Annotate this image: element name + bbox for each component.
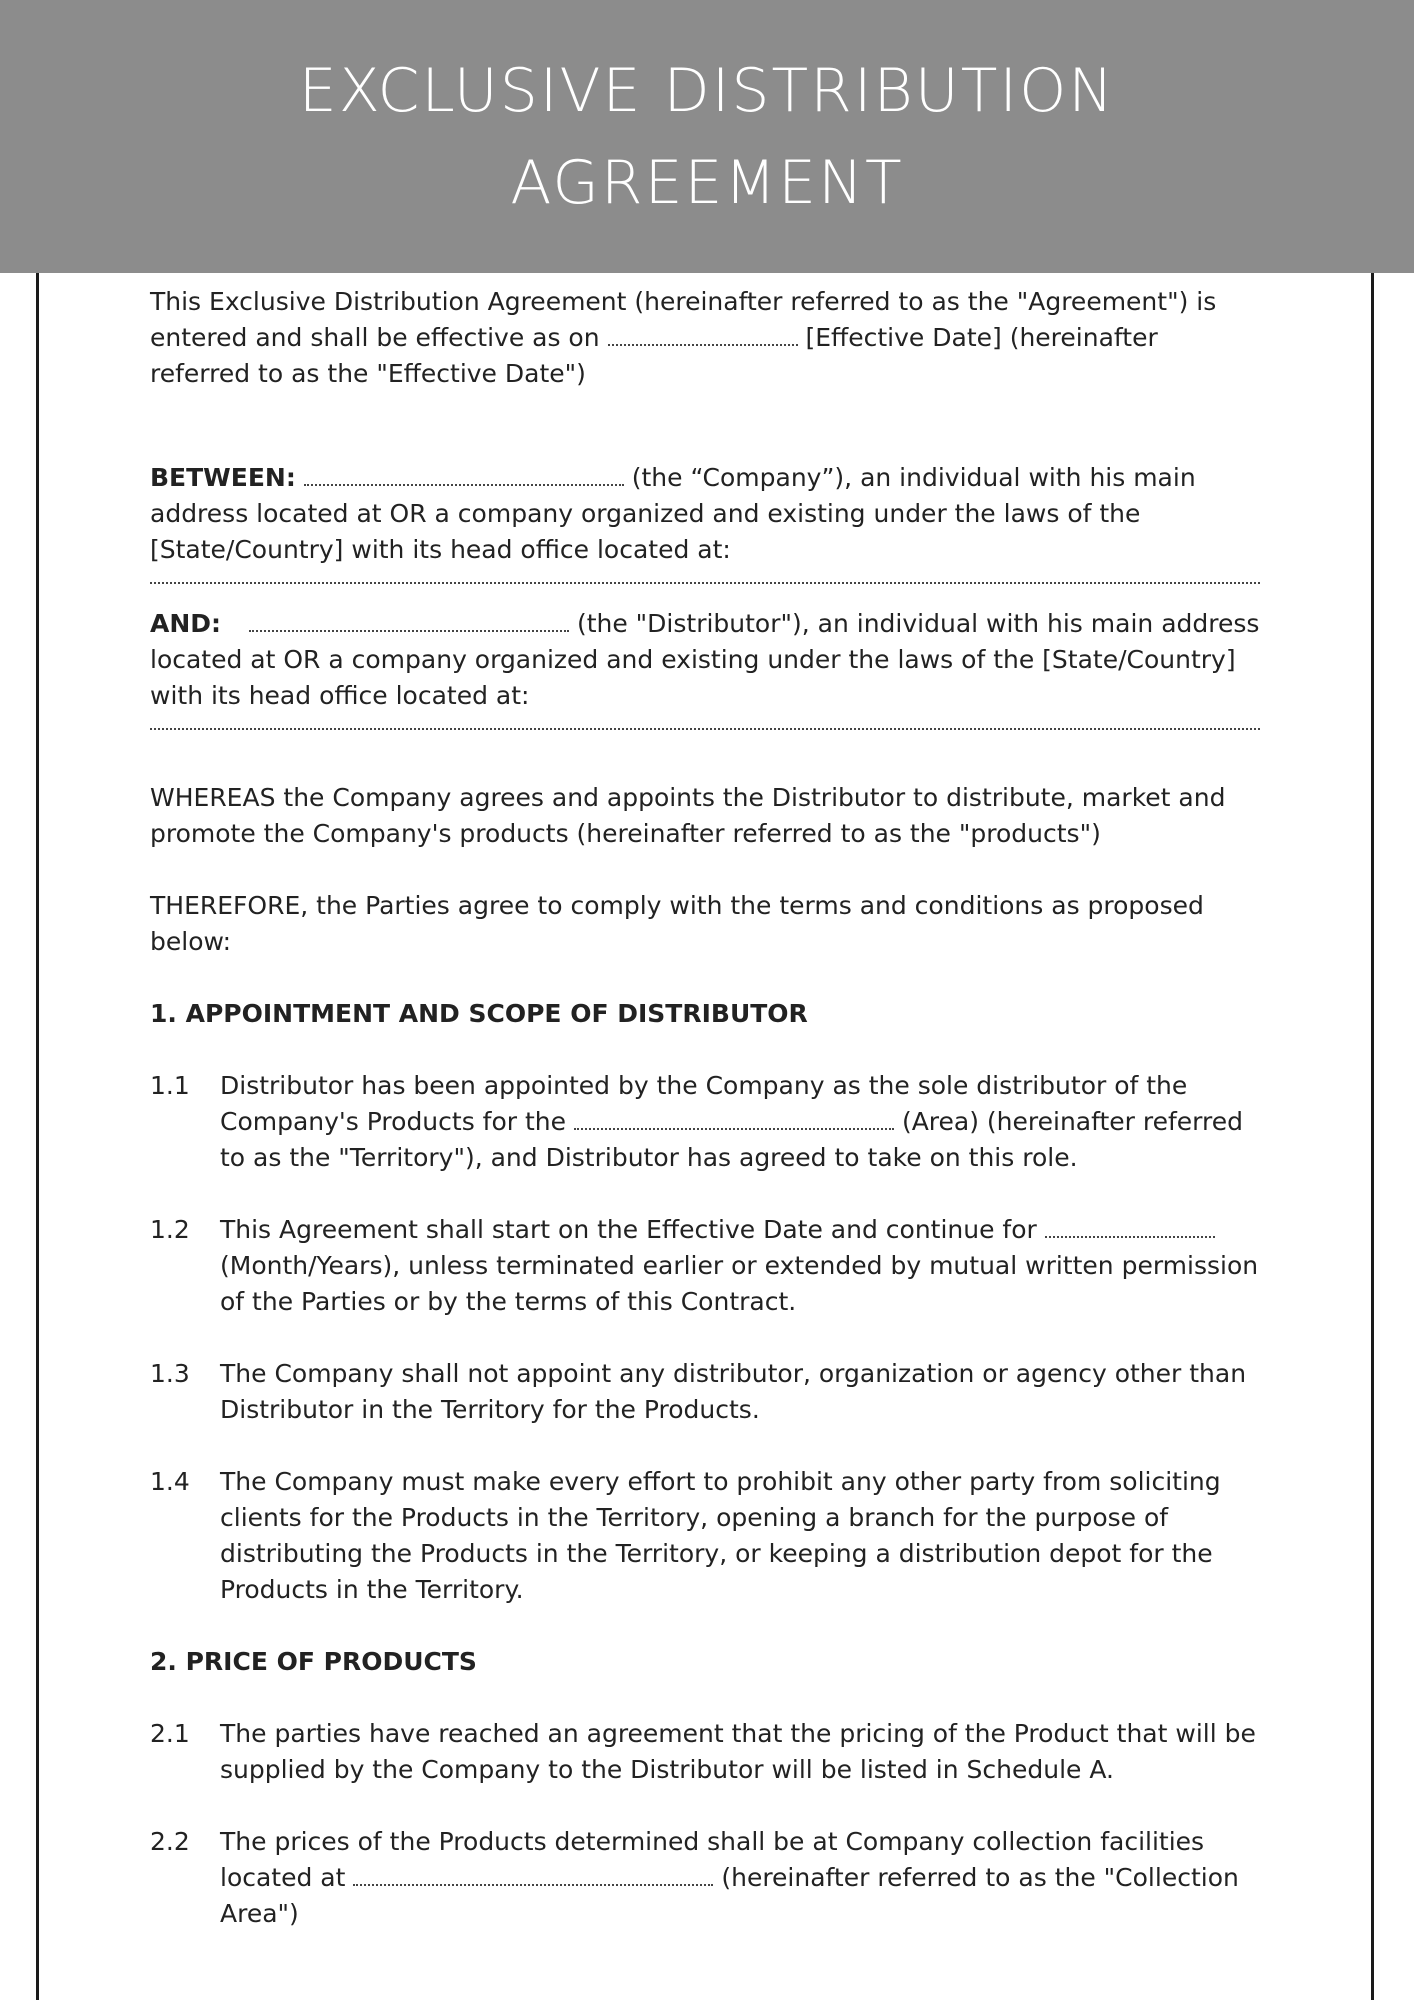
clause-number: 1.3: [150, 1359, 190, 1388]
clause-1-1: [150, 1068, 1260, 1176]
and-paragraph: [150, 606, 1260, 714]
clause-text: The Company shall not appoint any distributor, organization or agency other than Distributor in the Territory for the Products.: [220, 1359, 1247, 1424]
clause-1-2: [150, 1212, 1260, 1320]
title-line-1: EXCLUSIVE DISTRIBUTION: [298, 55, 1116, 126]
section-2-title: 2. PRICE OF PRODUCTS: [150, 1647, 477, 1676]
whereas-paragraph: WHEREAS the Company agrees and appoints the Distributor to distribute, market and promote the Company's products (hereinafter referred to as the "products"): [150, 783, 1226, 848]
company-address-blank[interactable]: [150, 568, 1260, 584]
area-blank[interactable]: [574, 1110, 894, 1130]
clause-number: 1.4: [150, 1467, 190, 1496]
title-line-2: AGREEMENT: [510, 147, 904, 218]
between-label: BETWEEN:: [150, 463, 296, 492]
company-name-blank[interactable]: [304, 466, 624, 486]
clause-1-3: [150, 1356, 1260, 1428]
distributor-name-blank[interactable]: [249, 612, 569, 632]
distributor-address-blank[interactable]: [150, 714, 1260, 730]
clause-text-a: Distributor has been appointed by the Company as the sole distributor of the Company's Products for the: [220, 1071, 1188, 1136]
clause-text: [220, 1824, 1260, 1932]
intro-text-1: This Exclusive Distribution Agreement (hereinafter referred to as the "Agreement") is entered and shall be effective as on: [150, 287, 1217, 352]
document-body: [150, 276, 1260, 1968]
clause-text: The Company must make every effort to prohibit any other party from soliciting clients for the Products in the Territory, opening a branch for the purpose of distributing the Products in the Territory, or keeping a distribution depot for the Products in the Territory.: [220, 1467, 1221, 1604]
between-paragraph: [150, 460, 1260, 568]
title-banner: [0, 0, 1414, 273]
clause-2-2: [150, 1824, 1260, 1932]
between-text: (the “Company”), an individual with his main address located at OR a company organized and existing under the laws of the [State/Country] with its head office located at:: [150, 463, 1196, 564]
clause-text-b: (Month/Years), unless terminated earlier or extended by mutual written permission of the Parties or by the terms of this Contract.: [220, 1251, 1259, 1316]
clause-2-1: [150, 1716, 1260, 1788]
term-duration-blank[interactable]: [1045, 1218, 1215, 1238]
clause-text-a: This Agreement shall start on the Effective Date and continue for: [220, 1215, 1037, 1244]
intro-paragraph: [150, 284, 1260, 392]
and-label: AND:: [150, 609, 222, 638]
clause-number: 2.1: [150, 1719, 190, 1748]
clause-number: 1.1: [150, 1071, 190, 1100]
therefore-paragraph: THEREFORE, the Parties agree to comply with the terms and conditions as proposed below:: [150, 891, 1204, 956]
clause-number: 1.2: [150, 1215, 190, 1244]
clause-text-b: (hereinafter referred to as the "Collection Area"): [220, 1863, 1239, 1928]
effective-date-blank[interactable]: [608, 326, 798, 346]
section-1-title: 1. APPOINTMENT AND SCOPE OF DISTRIBUTOR: [150, 999, 808, 1028]
intro-text-2: [Effective Date] (hereinafter referred to as the "Effective Date"): [150, 323, 1158, 388]
collection-location-blank[interactable]: [353, 1866, 713, 1886]
clause-number: 2.2: [150, 1827, 190, 1856]
clause-text: [220, 1068, 1260, 1176]
clause-1-4: [150, 1464, 1260, 1608]
clause-text: The parties have reached an agreement that the pricing of the Product that will be supplied by the Company to the Distributor will be listed in Schedule A.: [220, 1719, 1256, 1784]
clause-text-a: The prices of the Products determined shall be at Company collection facilities located at: [220, 1827, 1205, 1892]
clause-text: [220, 1212, 1260, 1320]
clause-text-b: (Area) (hereinafter referred to as the "Territory"), and Distributor has agreed to take on this role.: [220, 1107, 1244, 1172]
and-text: (the "Distributor"), an individual with his main address located at OR a company organized and existing under the laws of the [State/Country] with its head office located at:: [150, 609, 1260, 710]
